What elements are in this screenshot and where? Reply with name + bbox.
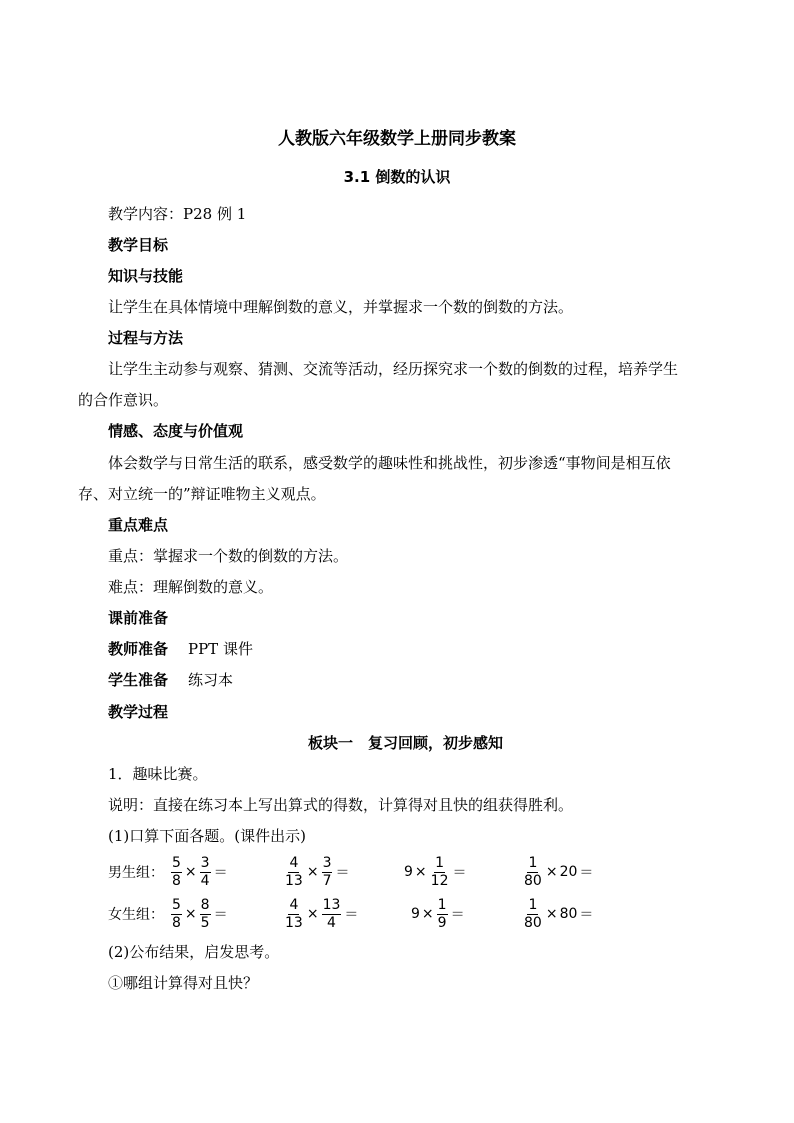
prep-heading: 课前准备	[108, 609, 169, 627]
emotion-text-line-2: 存、对立统一的”辩证唯物主义观点。	[78, 485, 326, 503]
girls-expression-3: 9 × $\frac{1}{9}$ ＝	[411, 896, 465, 931]
objectives-heading: 教学目标	[108, 236, 169, 254]
process-heading: 过程与方法	[108, 329, 184, 347]
teacher-prep-value: PPT 课件	[188, 640, 253, 658]
boys-expression-3: 9 × $\frac{1}{12}$ ＝	[404, 854, 467, 889]
girls-math-row	[108, 892, 608, 936]
emotion-text-line-1: 体会数学与日常生活的联系，感受数学的趣味性和挑战性，初步渗透“事物间是相互依	[108, 454, 671, 472]
key-point: 重点：掌握求一个数的倒数的方法。	[108, 547, 349, 565]
block-title: 板块一 复习回顾，初步感知	[308, 734, 504, 752]
girls-expression-4: $\frac{1}{80}$ × 80 ＝	[524, 896, 594, 931]
knowledge-heading: 知识与技能	[108, 267, 184, 285]
process-text-line-1: 让学生主动参与观察、猜测、交流等活动，经历探究求一个数的倒数的过程，培养学生	[108, 360, 679, 378]
girls-label: 女生组：	[108, 907, 164, 923]
document-title: 人教版六年级数学上册同步教案	[278, 129, 516, 149]
student-prep-value: 练习本	[188, 671, 234, 689]
item-1: 1．趣味比赛。	[108, 765, 208, 783]
boys-math-row	[108, 850, 608, 894]
difficult-point: 难点：理解倒数的意义。	[108, 578, 274, 596]
explanation: 说明：直接在练习本上写出算式的得数，计算得对且快的组获得胜利。	[108, 796, 574, 814]
question-1: ①哪组计算得对且快？	[108, 974, 259, 992]
boys-label: 男生组：	[108, 865, 164, 881]
process-section-heading: 教学过程	[108, 703, 169, 721]
boys-expression-4: $\frac{1}{80}$ × 20 ＝	[524, 854, 594, 889]
emotion-heading: 情感、态度与价值观	[108, 422, 244, 440]
knowledge-text: 让学生在具体情境中理解倒数的意义，并掌握求一个数的倒数的方法。	[108, 298, 574, 316]
girls-expression-1: $\frac{5}{8}$ × $\frac{8}{5}$ ＝	[172, 896, 228, 931]
student-prep-label: 学生准备	[108, 671, 169, 689]
lesson-subtitle: 3.1 倒数的认识	[343, 168, 451, 186]
sub-item-2: (2)公布结果，启发思考。	[108, 943, 280, 961]
boys-expression-1: $\frac{5}{8}$ × $\frac{3}{4}$ ＝	[172, 854, 228, 889]
girls-expression-2: $\frac{4}{13}$ × $\frac{13}{4}$ ＝	[285, 896, 359, 931]
process-text-line-2: 的合作意识。	[78, 391, 169, 409]
boys-expression-2: $\frac{4}{13}$ × $\frac{3}{7}$ ＝	[285, 854, 350, 889]
key-heading: 重点难点	[108, 516, 169, 534]
content-line: 教学内容：P28 例 1	[108, 205, 247, 223]
teacher-prep-label: 教师准备	[108, 640, 169, 658]
sub-item-1: (1)口算下面各题。(课件出示)	[108, 827, 306, 845]
